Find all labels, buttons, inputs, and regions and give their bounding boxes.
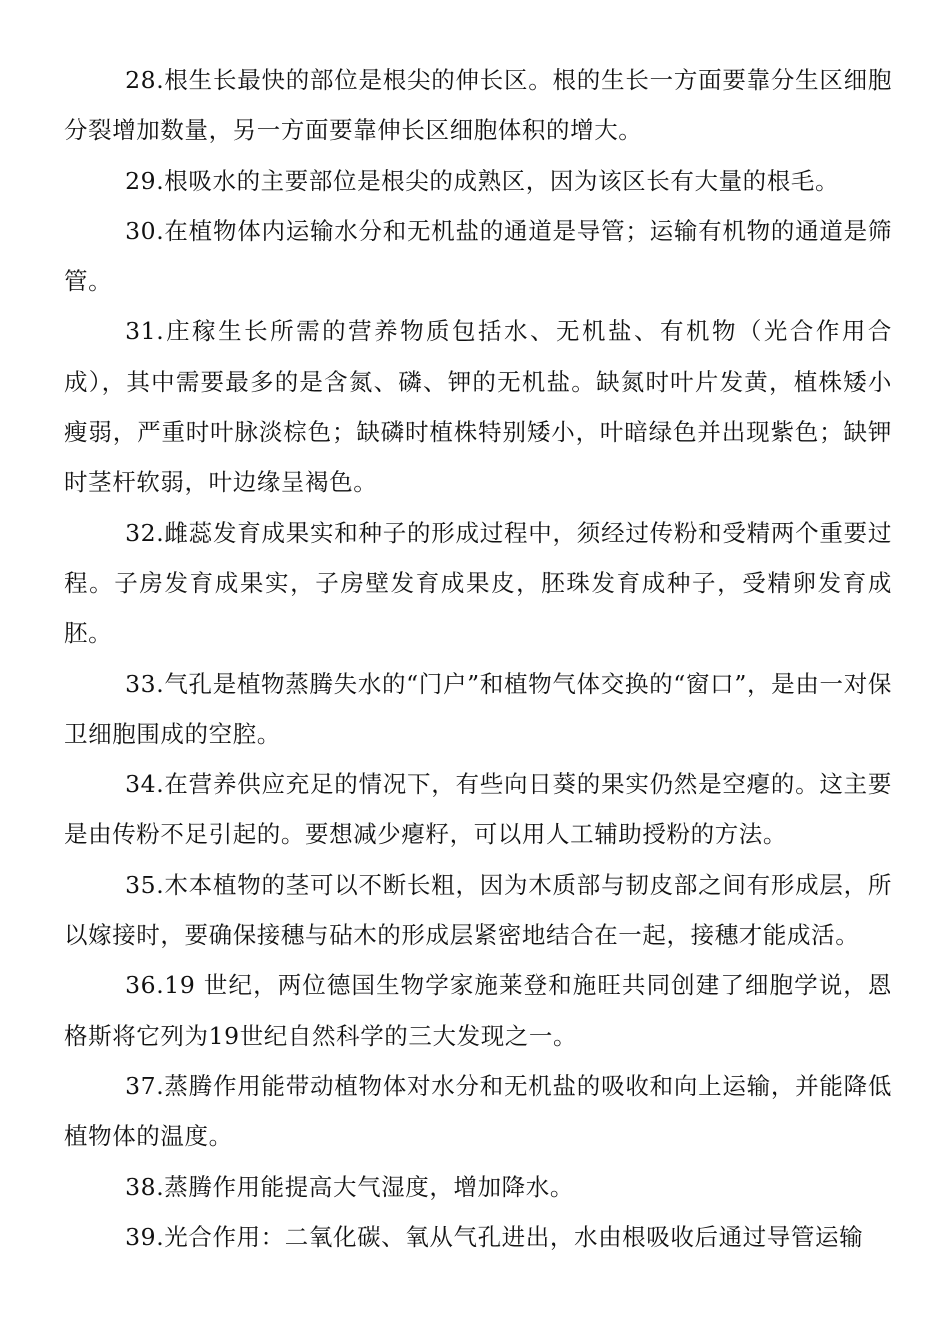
paragraph-34: 34.在营养供应充足的情况下，有些向日葵的果实仍然是空瘪的。这主要是由传粉不足引起的。要想减少瘪籽，可以用人工辅助授粉的方法。 [64,770,892,849]
paragraph-37: 37.蒸腾作用能带动植物体对水分和无机盐的吸收和向上运输，并能降低植物体的温度。 [64,1071,892,1151]
document-body [64,55,892,1262]
paragraph-33: 33.气孔是植物蒸腾失水的“门户”和植物气体交换的“窗口”，是由一对保卫细胞围成的空腔。 [64,669,892,748]
paragraph-35: 35.木本植物的茎可以不断长粗，因为木质部与韧皮部之间有形成层，所以嫁接时，要确保接穗与砧木的形成层紧密地结合在一起，接穗才能成活。 [64,870,892,950]
paragraph-30: 30.在植物体内运输水分和无机盐的通道是导管；运输有机物的通道是筛管。 [64,216,892,296]
paragraph-31: 31.庄稼生长所需的营养物质包括水、无机盐、有机物（光合作用合成），其中需要最多的是含氮、磷、钾的无机盐。缺氮时叶片发黄，植株矮小瘦弱，严重时叶脉淡棕色；缺磷时植株特别矮小，叶暗绿色并出现紫色；缺钾时茎杆软弱，叶边缘呈褐色。 [64,317,892,497]
paragraph-28: 28.根生长最快的部位是根尖的伸长区。根的生长一方面要靠分生区细胞分裂增加数量，另一方面要靠伸长区细胞体积的增大。 [64,66,892,145]
paragraph-36: 36.19 世纪，两位德国生物学家施莱登和施旺共同创建了细胞学说，恩格斯将它列为19世纪自然科学的三大发现之一。 [64,971,892,1050]
paragraph-29: 29.根吸水的主要部位是根尖的成熟区，因为该区长有大量的根毛。 [125,166,840,195]
paragraph-39: 39.光合作用：二氧化碳、氧从气孔进出，水由根吸收后通过导管运输 [125,1222,864,1251]
paragraph-38: 38.蒸腾作用能提高大气湿度，增加降水。 [125,1172,574,1201]
paragraph-32: 32.雌蕊发育成果实和种子的形成过程中，须经过传粉和受精两个重要过程。子房发育成果实，子房壁发育成果皮，胚珠发育成种子，受精卵发育成胚。 [64,518,892,648]
